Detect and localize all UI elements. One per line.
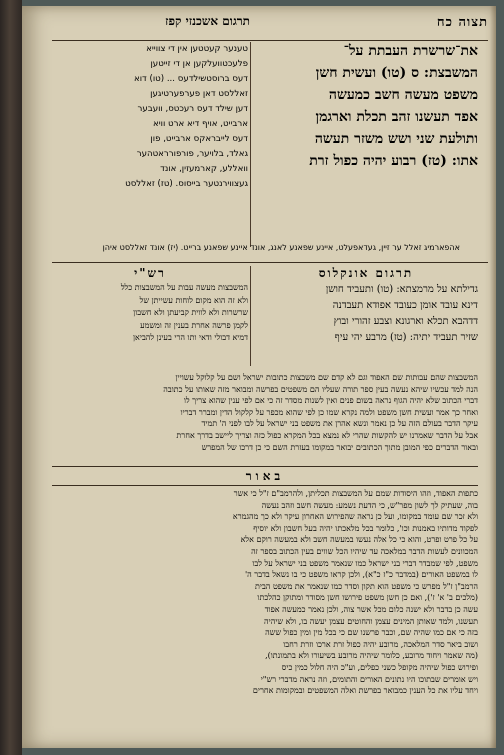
german-line: גאלד, בלויער, פורפורראטהער [136, 149, 248, 159]
onkelos-heading: תרגום אונקלוס [318, 266, 414, 280]
commentary-line: ואחר כך אמר ועשית חשן משפט ולמה נקרא שמו כן לפי שהוא מכפר על קלקול הדין ומברר דבריו [180, 407, 478, 417]
column-divider [250, 42, 251, 247]
biur-line: לפקוד מדותיו באמנות וכו', כלומר בכל מלאכתו יהיה בעל חשבון ולא יוסיף [253, 523, 478, 533]
biur-line: תעשנו, ולמד שאותן המינים עצמן והחוטים עצמן יעשה בו, ולא שיהיה [264, 616, 478, 626]
rashi-heading: רש"י [134, 266, 166, 280]
rashi-commentary-full [52, 372, 478, 472]
section-rule [52, 262, 488, 263]
book-spine [0, 0, 22, 755]
onkelos-line: דדהבא תכלא וארגונא וצבע זהורי ובוץ [333, 316, 478, 327]
german-line: דעס ברוסטשילדעס ... (טו) דוא [133, 74, 248, 84]
german-line: דען שילד דעס רעכטס, וועבער [137, 104, 248, 114]
commentary-line: עיקר הדבר בעולם הזה על כן נאמר ונשא אהרן את משפט בני ישראל על לבו לפני ה' תמיד [201, 419, 478, 429]
page-edge-shadow [490, 6, 496, 748]
verse-line: את־שרשרת העבתת על־ [343, 43, 478, 59]
onkelos-line: גדילתא על מרמצתא: (טו) ותעביד חושן [325, 284, 478, 295]
rashi-line: דמיא דבולי ודאי ותו הרי בעינן להביאן [133, 333, 248, 342]
german-footnote: אהפארמיג זאלל ער זיין, געדאפעלט, איינע שפאנע לאנג, אונד איינע שפאנע ברייט. (יז) אונד זאללסט איהן [102, 243, 460, 252]
biur-line: (מלכים ב' א' ז'), ואם כן חשן משפט פירושו חשן מסודר ומתוקן כהלכתו [257, 593, 478, 603]
rashi-line: ולא זה הוא מקום לוחות עשייתן של [139, 295, 248, 305]
german-line: טענער קעטטען אין די צווייא [146, 44, 248, 54]
biur-line: ולא זכר שם עומד במקומו, ועל כן נראה שהפירוש האחרון עיקר ולא כך מהגמרא [232, 512, 478, 522]
verse-line: אפד תעשנו זהב תכלת וארגמן [315, 109, 478, 125]
verse-line: אתו: (טז) רבוע יהיה כפול זרת [309, 153, 478, 169]
biur-line: בזה כי אם כמו שהיה שם, וכבר פרשנו שם כי בכל מין ומין כפול ששה [265, 628, 478, 638]
german-translation-column [52, 42, 248, 238]
verse-line: ותולעת שני ושש משזר תעשה [314, 131, 478, 147]
biur-line: המכוונים לעשות הדבר במלאכה עד שיהיו הכל שווים בעין הכתוב בספר זה [251, 546, 478, 556]
commentary-line: המשבצות שהם עבותות שם האפוד וגם לא קדם שם משבצות כתובות ישראל ושם על קלוקל עשויין [175, 373, 478, 382]
verse-line: המשבצת: ס (טו) ועשית חשן [315, 65, 478, 81]
biur-line: משפט, לפי שמבדר דברי בני ישראל כמו שנאמר משפט בני ישראל על לבו [252, 558, 478, 568]
onkelos-line: דינא עובד אומן כעובד אפודא תעבדנה [332, 300, 478, 311]
biur-line: לו במשפט האורים (במדבר כ"ז כ"א), ולכן קראו משפט כי בו נשאל בדבר ה' [244, 570, 478, 580]
biur-line: (מה שאמר ויחוד מרובע, כלומר שיהיה מרובע בשיעורו ולא בתמונתו), [265, 651, 478, 661]
biur-text [52, 488, 478, 714]
biur-line: ושוב ביאר סדר המלאכה, מרובע יהיה כפול זרת ארכו וזרת רחבו [283, 639, 478, 649]
biur-line: עשה כן בדבר ולא ישנה כלום מכל אשר צוה, ולכן נאמר כמעשה אפוד [264, 604, 478, 614]
biur-line: הרמב"ן ז"ל מפרש כי משפט הוא תקון וסדר כמו שנאמר את משפט הבית [254, 581, 478, 591]
biur-line: בוה, שעתיק לך לשון מפר"ש, כי הדעת נשמע: מעשה חשב וזהב נעשה [261, 500, 478, 510]
rashi-text [52, 282, 248, 372]
rashi-line: המשבצות מעשה עבות על המשבצות כלל [120, 283, 248, 292]
rashi-line: שרשרות ולא לווית קביעתן ולא חשבון [133, 308, 248, 317]
commentary-line: ובאור הדברים כפי המובן מתוך הכתובים יבואר במקומו בעזרת השם כי כן דרכו של המפרש [201, 442, 478, 452]
biur-line: כתפות האפוד, וזהו היסודות שמם על המשבצות תכליתן, ולהרמב"ם ז"ל כי אשר [233, 489, 478, 498]
running-header [52, 14, 488, 40]
commentary-line: דברי הכתוב שלא יהיה הגוף נראה בשום פנים ואין לשנות מסדר זה כי אם לפי ענין שהוא צריך לו [183, 396, 478, 406]
german-line: דעס לייבראקס ארבייט, פון [150, 134, 248, 144]
onkelos-text [254, 282, 478, 366]
german-line: וואללע, קארמעזין, אונד [160, 164, 248, 174]
verse-line: משפט מעשה חשב כמעשה [328, 87, 478, 103]
header-left-title: תרגום אשכנזי קפז [165, 14, 250, 28]
german-line: געצווירנטער בייסוס. (טז) זאללסט [125, 179, 248, 189]
german-line: זאללסט דאן פערפערטיגען [150, 89, 248, 99]
onkelos-line: שזיר תעביד יתיה: (טז) מרבע יהי עיף [334, 332, 478, 343]
rashi-line: לקמן פרשה אחרת בענין זה ומשמע [140, 320, 248, 330]
biur-line: ויחד עליו את כל הענין כמבואר בפרשת ואלה המשפטים ובמקומות אחרים [252, 686, 478, 696]
column-divider-lower [250, 266, 251, 366]
commentary-line: הנה למד עכשיו שיהא נעשה בעין ספר תורה שעליו הם משפטים בפרשה ומבואר מזה שאותו על כתובה [163, 384, 478, 394]
commentary-line: אבל על הדבר שאמרנו יש להקשות שהרי לא נמצא בכל המקרא כפול כזה וצריך ליישב בדרך אחרת [176, 430, 478, 440]
biur-line: על כל פרט ופרט, והוא כי כל אלה נעשו במעשה חשב ולא במעשה רוקם אלא [240, 535, 478, 545]
header-right-title: תצוה כח [436, 15, 488, 30]
biur-heading: באור [52, 466, 478, 486]
german-line: פלעכטוועלקען אן די זייטען [150, 59, 248, 69]
german-line: ארבייט, אויף דיא ארט וויא [152, 119, 248, 129]
biur-line: ויש אומרים שבתוכו היו נתונים האורים והתומים, וזה נראה מדברי רש"י [260, 674, 478, 684]
verse-text-column [256, 40, 478, 255]
biur-line: ופירוש כפול שיהיה מקופל כשני כפלים, וע"כ היה חלול כמין כיס [281, 662, 478, 672]
